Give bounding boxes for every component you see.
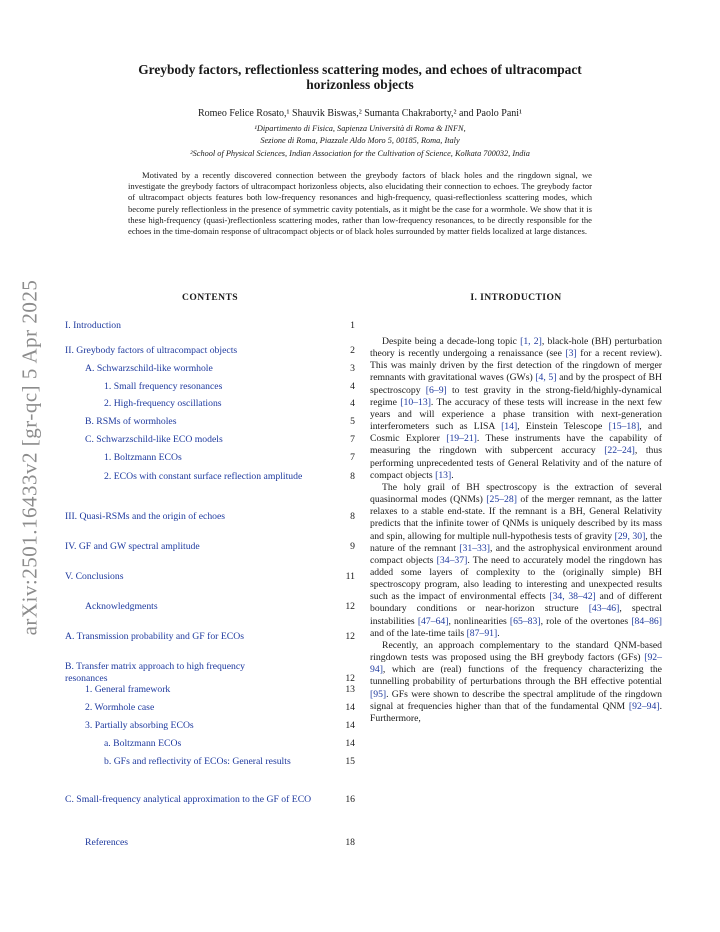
toc-entry[interactable] [65, 794, 355, 806]
toc-entry-page: 2 [350, 345, 355, 356]
toc-entry[interactable] [65, 702, 355, 714]
citation-link[interactable]: [92–94] [370, 652, 662, 676]
toc-entry[interactable] [65, 398, 355, 410]
abstract: Motivated by a recently discovered connection between the greybody factors of black holes and the ringdown signal, we investigate the greybody factors of ultracompact horizonless objects, also elucidating their connection to echoes. The greybody factor of ultracompact objects features both low-frequency resonances and high-frequency, quasi-reflectionless scattering modes, which become purely reflectionless in the presence of symmetric cavity potentials, as it might be the case for a wormhole. We show that it is these high-frequency (quasi-)reflectionless scattering modes, rather than low-frequency resonances, to be directly responsible for the echoes in the time-domain response of ultracompact objects or of black holes surrounded by matter fields localized at large distances. [128, 170, 592, 237]
toc-entry-page: 9 [350, 541, 355, 552]
paragraph-text: , nonlinearities [448, 615, 510, 627]
toc-entry-page: 7 [350, 434, 355, 445]
toc-entry-label[interactable]: a. Boltzmann ECOs [104, 738, 182, 749]
toc-entry[interactable] [65, 511, 355, 523]
citation-link[interactable]: [6–9] [425, 384, 447, 396]
paragraph-text: , and the astrophysical environment around compact objects [370, 542, 662, 566]
citation-link[interactable]: [10–13] [400, 396, 431, 408]
paragraph-text: , spectral instabilities [370, 603, 662, 627]
toc-entry[interactable] [65, 381, 355, 393]
toc-entry-page: 12 [345, 631, 355, 642]
toc-entry-label[interactable]: A. Transmission probability and GF for ECOs [65, 631, 244, 642]
toc-entry-page: 16 [345, 794, 355, 805]
paragraph-text: . The need to accurately model the ringdown has added some layers of complexity to the (originally simple) BH spectroscopy program, also leading to interesting and unexpected results such as the impact of environmental effects [370, 554, 662, 603]
paragraph-text: . The accuracy of these tests will increase in the next few years and will experience a phase transition with next-generation interferometers such as LISA [370, 396, 662, 433]
toc-entry-label[interactable]: 1. General framework [85, 684, 171, 695]
toc-entry-page: 13 [345, 684, 355, 695]
citation-link[interactable]: [65–83] [509, 615, 541, 627]
toc-entry-label[interactable]: C. Schwarzschild-like ECO models [85, 434, 223, 445]
toc-entry-page: 12 [345, 601, 355, 612]
toc-entry[interactable] [65, 738, 355, 750]
introduction-paragraph [370, 336, 662, 482]
paragraph-text: , role of the overtones [540, 615, 632, 627]
toc-entry-label[interactable]: B. RSMs of wormholes [85, 416, 177, 427]
toc-entry[interactable] [65, 601, 355, 613]
contents-heading: CONTENTS [182, 292, 238, 303]
citation-link[interactable]: [22–24] [604, 445, 635, 457]
paragraph-text: . These instruments have the capability of measuring the ringdown with subpercent accuracy [370, 433, 662, 457]
toc-entry-label[interactable]: II. Greybody factors of ultracompact objects [65, 345, 238, 356]
citation-link[interactable]: [3] [565, 348, 577, 360]
citation-link[interactable]: [47–64] [417, 615, 449, 627]
paragraph-text: for a recent review). This was mainly driven by the first detection of the ringdown of merger remnants with gravitational waves (GWs) [370, 348, 662, 384]
citation-link[interactable]: [25–28] [486, 494, 517, 506]
toc-entry-page: 8 [350, 511, 355, 522]
toc-entry-label[interactable]: 2. High-frequency oscillations [104, 398, 222, 409]
toc-entry-label[interactable]: 3. Partially absorbing ECOs [85, 720, 194, 731]
citation-link[interactable]: [19–21] [446, 433, 477, 445]
citation-link[interactable]: [34–37] [436, 554, 468, 566]
toc-entry-label[interactable]: III. Quasi-RSMs and the origin of echoes [65, 511, 226, 522]
toc-entry-page: 1 [350, 320, 355, 331]
paragraph-text: and of different boundary conditions or near-horizon structure [370, 591, 663, 615]
paragraph-text: , the nature of the remnant [370, 530, 663, 554]
toc-entry-label[interactable]: 1. Boltzmann ECOs [104, 452, 182, 463]
citation-link[interactable]: [29, 30] [614, 530, 646, 542]
introduction-paragraph [370, 640, 662, 725]
toc-entry-page: 14 [345, 702, 355, 713]
paragraph-text: . Furthermore, [370, 700, 662, 724]
paragraph-text: The holy grail of BH spectroscopy is the extraction of several quasinormal modes (QNMs) [370, 481, 662, 506]
toc-entry[interactable] [65, 661, 355, 684]
toc-entry-page: 14 [345, 738, 355, 749]
paragraph-text: to test gravity in the strong-field/highly-dynamical regime [370, 384, 662, 408]
toc-entry-page: 4 [350, 398, 355, 409]
toc-entry[interactable] [65, 434, 355, 446]
affiliation-2: ²School of Physical Sciences, Indian Association for the Cultivation of Science, Kolkata 700032, India [190, 149, 530, 158]
affiliation-1-line-2: Sezione di Roma, Piazzale Aldo Moro 5, 00185, Roma, Italy [260, 136, 460, 145]
citation-link[interactable]: [87–91] [466, 627, 498, 639]
toc-entry-page: 3 [350, 363, 355, 374]
toc-entry-page: 14 [345, 720, 355, 731]
citation-link[interactable]: [31–33] [459, 542, 490, 554]
toc-entry[interactable] [65, 541, 355, 553]
paragraph-text: . [451, 469, 454, 481]
citation-link[interactable]: [1, 2] [520, 336, 542, 347]
introduction-body [370, 336, 662, 725]
toc-entry-page: 12 [345, 672, 355, 684]
toc-entry-label[interactable]: I. Introduction [65, 320, 121, 331]
toc-entry[interactable] [65, 416, 355, 428]
toc-entry-label[interactable]: Acknowledgments [85, 601, 158, 612]
toc-entry-label[interactable]: References [85, 837, 129, 848]
affiliation-1-line-1: ¹Dipartimento di Fisica, Sapienza Università di Roma & INFN, [254, 124, 466, 133]
citation-link[interactable]: [43–46] [588, 603, 620, 615]
toc-entry-label[interactable]: B. Transfer matrix approach to high frequency resonances [65, 661, 245, 684]
toc-entry-page: 11 [345, 571, 355, 582]
paragraph-text: , and Cosmic Explorer [370, 421, 662, 445]
toc-entry-label[interactable]: 2. ECOs with constant surface reflection amplitude [104, 471, 303, 482]
paragraph-text: Recently, an approach complementary to the standard QNM-based ringdown tests was proposed using the BH greybody factors (GFs) [370, 639, 662, 664]
paragraph-text: . [497, 627, 500, 639]
toc-entry-page: 4 [350, 381, 355, 392]
citation-link[interactable]: [14] [501, 421, 518, 433]
paragraph-text: , Einstein Telescope [517, 421, 609, 433]
toc-entry-page: 15 [345, 756, 355, 767]
paragraph-text: , black-hole (BH) perturbation theory is recently undergoing a renaissance (see [370, 336, 663, 360]
paragraph-text: and by the prospect of BH spectroscopy [370, 372, 662, 396]
toc-entry-label[interactable]: IV. GF and GW spectral amplitude [65, 541, 200, 552]
toc-entry-label[interactable]: V. Conclusions [65, 571, 124, 582]
toc-entry[interactable] [65, 571, 355, 583]
paragraph-text: of the merger remnant, as the latter relaxes to a stable end-state. If the remnant is a BH, General Relativity predicts that the infinite tower of QNMs is uniquely described by its mass and spin, allowing for multiple null-hypothesis tests of gravity [370, 494, 662, 542]
citation-link[interactable]: [4, 5] [535, 372, 557, 384]
toc-entry-label[interactable]: 1. Small frequency resonances [104, 381, 223, 392]
toc-entry[interactable] [65, 720, 355, 732]
paragraph-text: , thus performing unprecedented tests of General Relativity and of the nature of compact objects [370, 445, 662, 481]
toc-entry[interactable] [65, 471, 355, 483]
introduction-heading: I. INTRODUCTION [470, 292, 562, 303]
citation-link[interactable]: [84–86] [631, 615, 662, 627]
toc-entry[interactable] [65, 756, 355, 768]
toc-entry-page: 18 [345, 837, 355, 848]
paragraph-text: . GFs were shown to describe the spectral amplitude of the ringdown signal at frequencies higher than that of the fundamental QNM [370, 688, 662, 712]
paragraph-text: , which are (real) functions of the frequency characterizing the tunnelling probability of perturbations through the BH effective potential [370, 664, 662, 688]
toc-entry[interactable] [65, 631, 355, 643]
toc-entry-label[interactable]: C. Small-frequency analytical approximation to the GF of ECO [65, 794, 312, 805]
toc-entry[interactable] [65, 320, 355, 332]
citation-link[interactable]: [92–94] [628, 700, 660, 712]
toc-entry-label[interactable]: b. GFs and reflectivity of ECOs: General results [104, 756, 291, 767]
toc-entry[interactable] [65, 345, 355, 357]
toc-entry-page: 7 [350, 452, 355, 463]
toc-entry-page: 5 [350, 416, 355, 427]
toc-entry[interactable] [65, 452, 355, 464]
toc-entry-label[interactable]: 2. Wormhole case [85, 702, 155, 713]
citation-link[interactable]: [15–18] [608, 421, 640, 433]
citation-link[interactable]: [13] [435, 469, 452, 481]
introduction-paragraph [370, 482, 662, 640]
toc-entry[interactable] [65, 837, 355, 849]
arxiv-identifier[interactable]: arXiv:2501.16433v2 [gr-qc] 5 Apr 2025 [17, 279, 42, 636]
toc-entry[interactable] [65, 684, 355, 696]
paper-title: Greybody factors, reflectionless scattering modes, and echoes of ultracompact horizonless objects [138, 62, 582, 92]
toc-entry-label[interactable]: A. Schwarzschild-like wormhole [85, 363, 213, 374]
author-list: Romeo Felice Rosato,¹ Shauvik Biswas,² Sumanta Chakraborty,² and Paolo Pani¹ [197, 108, 523, 119]
paragraph-text: Despite being a decade-long topic [382, 336, 521, 347]
citation-link[interactable]: [95] [370, 688, 387, 700]
toc-entry[interactable] [65, 363, 355, 375]
paragraph-text: and of the late-time tails [370, 627, 467, 639]
citation-link[interactable]: [34, 38–42] [549, 591, 596, 603]
toc-entry-page: 8 [350, 471, 355, 482]
